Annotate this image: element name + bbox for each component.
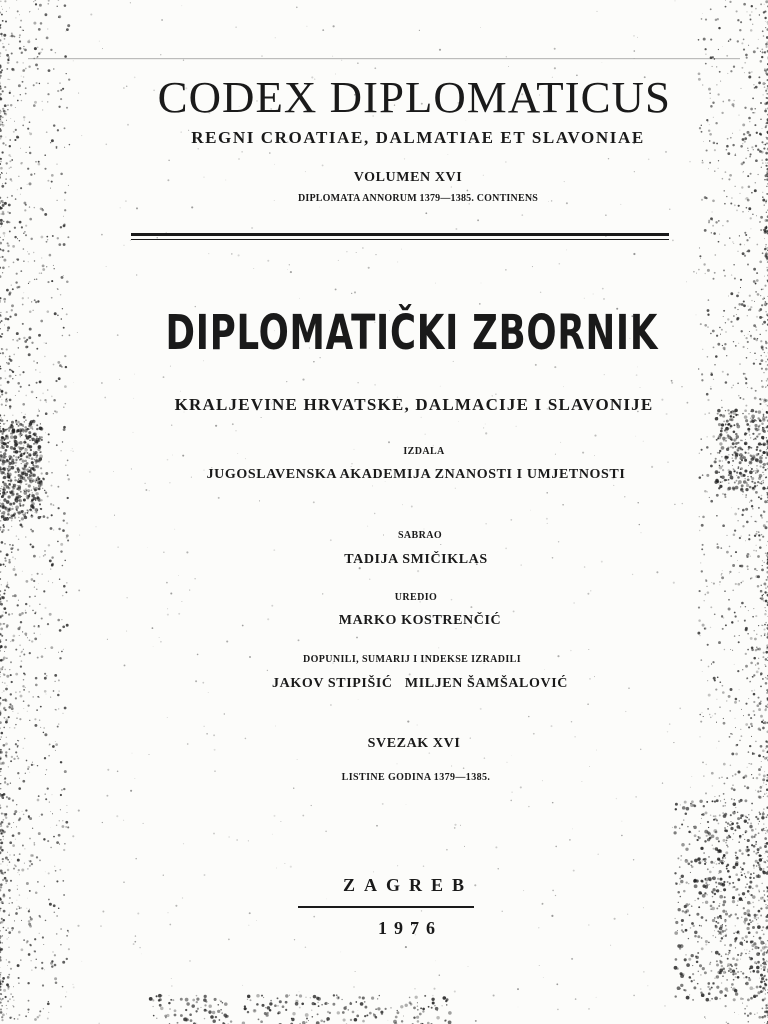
editor-name: MARKO KOSTRENČIĆ [338,613,502,628]
volume-number-latin: VOLUMEN XVI [353,170,463,185]
double-rule-top [131,233,669,236]
volume-contents-latin: DIPLOMATA ANNORUM 1379—1385. CONTINENS [297,193,539,204]
croatian-subtitle: KRALJEVINE HRVATSKE, DALMACIJE I SLAVONIJE [174,395,654,414]
publisher-name: JUGOSLAVENSKA AKADEMIJA ZNANOSTI I UMJETNOSTI [206,467,626,482]
publisher-label: IZDALA [403,446,445,457]
issue-number: SVEZAK XVI [367,736,461,751]
latin-subtitle: REGNI CROATIAE, DALMATIAE ET SLAVONIAE [191,128,645,147]
collector-name: TADIJA SMIČIKLAS [344,552,488,567]
city-underline [298,906,474,908]
latin-title: CODEX DIPLOMATICUS [157,73,671,122]
double-rule-bottom [131,239,669,240]
collector-label: SABRAO [397,530,443,541]
issue-contents: LISTINE GODINA 1379—1385. [341,772,491,783]
editor-label: UREDIO [394,592,438,603]
croatian-title: DIPLOMATIČKI ZBORNIK [165,305,659,361]
city: ZAGREB [342,875,474,895]
supplement-authors: JAKOV STIPIŠIĆ MILJEN ŠAMŠALOVIĆ [272,676,568,691]
year: 1976 [378,918,442,938]
supplement-label: DOPUNILI, SUMARIJ I INDEKSE IZRADILI [302,654,522,665]
